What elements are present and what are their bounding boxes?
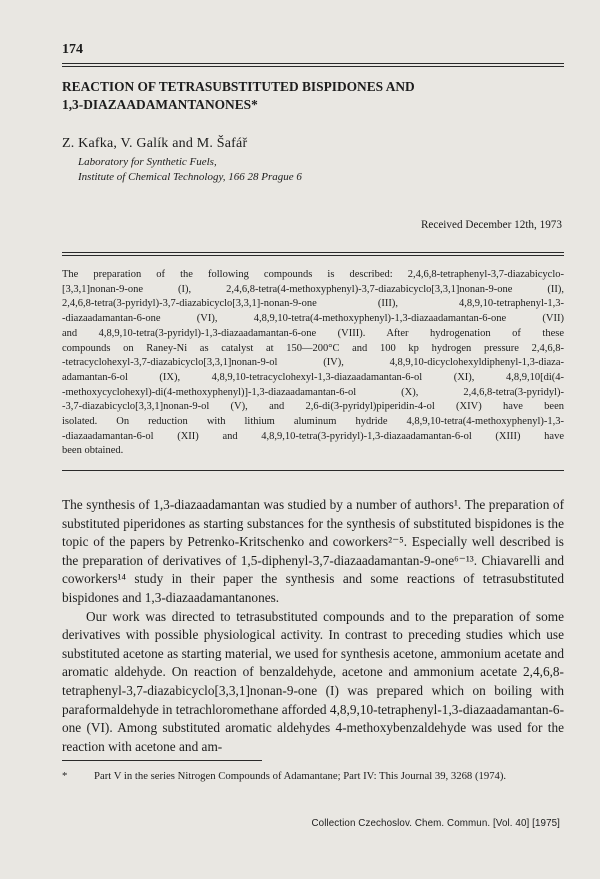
- header-rule-bottom: [62, 66, 564, 67]
- authors: Z. Kafka, V. Galík and M. Šafář: [62, 136, 248, 151]
- affiliation-line-1: Laboratory for Synthetic Fuels,: [78, 156, 217, 168]
- abstract-line: compounds on Raney-Ni as catalyst at 150—200°C and 100 kp hydrogen pressure 2,4,6,8-: [62, 342, 564, 354]
- abstract-rule-top-2: [62, 255, 564, 256]
- abstract-line: been obtained.: [62, 445, 124, 457]
- title-line-1: REACTION OF TETRASUBSTITUTED BISPIDONES AND: [62, 79, 415, 94]
- abstract-line: -tetracyclohexyl-3,7-diazabicyclo[3,3,1]nonan-9-ol (IV), 4,8,9,10-dicyclohexyldiphenyl-1,3-diaza-: [62, 357, 564, 369]
- page-number: 174: [62, 42, 83, 57]
- abstract-line: isolated. On reduction with lithium aluminum hydride 4,8,9,10-tetra(4-methoxyphenyl)-1,3-: [62, 416, 564, 428]
- abstract-line: [3,3,1]nonan-9-one (I), 2,4,6,8-tetra(4-methoxyphenyl)-3,7-diazabicyclo[3,3,1]nonan-9-one (II),: [62, 283, 564, 295]
- affiliation: [78, 155, 302, 185]
- title-line-2: 1,3-DIAZAADAMANTANONES*: [62, 97, 258, 112]
- abstract-line: -methoxycyclohexyl)-di(4-methoxyphenyl)]-1,3-diazaadamantan-6-ol (X), 2,4,6,8-tetra(3-pyridyl)-: [62, 386, 564, 398]
- received-date: Received December 12th, 1973: [420, 219, 562, 231]
- abstract-line: 2,4,6,8-tetra(3-pyridyl)-3,7-diazabicyclo[3,3,1]-nonan-9-one (III), 4,8,9,10-tetraphenyl-1,3-: [62, 298, 564, 310]
- abstract-line: -diazaadamantan-6-ol (XII) and 4,8,9,10-tetra(3-pyridyl)-1,3-diazaadamantan-6-ol (XIII) have: [62, 430, 564, 442]
- abstract-line: and 4,8,9,10-tetra(3-pyridyl)-1,3-diazaadamantan-6-one (VIII). After hydrogenation of these: [62, 327, 564, 339]
- paragraph-1: The synthesis of 1,3-diazaadamantan was studied by a number of authors¹. The preparation of substituted piperidones as starting substances for the synthesis of substituted bispidones is the topic of the papers by Petrenko-Kritschenko and coworkers²⁻⁵. Especially well described is the preparation of derivatives of 1,5-diphenyl-3,7-diazaadamantan-9-one⁶⁻¹³. Chiavarelli and coworkers¹⁴ study in their paper the synthesis and some reactions of tetrasubstituted bispidones and 1,3-diazaadamantanones.: [62, 497, 564, 605]
- affiliation-line-2: Institute of Chemical Technology, 166 28 Prague 6: [78, 171, 302, 183]
- footnote-rule: [62, 760, 262, 761]
- abstract-line: The preparation of the following compounds is described: 2,4,6,8-tetraphenyl-3,7-diazabicyclo-: [62, 269, 564, 280]
- abstract-line: -3,7-diazabicyclo[3,3,1]nonan-9-ol (V), and 2,6-di(3-pyridyl)piperidin-4-ol (XIV) have been: [62, 401, 564, 413]
- paragraph-2: Our work was directed to tetrasubstituted compounds and to the preparation of some derivatives with possible physiological activity. In contrast to preceding studies which use substituted acetone as starting material, we used for synthesis acetone, ammonium acetate and aromatic aldehyde. On reaction of benzaldehyde, acetone and ammonium acetate 2,4,6,8-tetraphenyl-3,7-diazabicyclo[3,3,1]nonan-9-one (I) was prepared which on boiling with paraformaldehyde in tetrachloromethane afforded 4,8,9,10-tetraphenyl-1,3-diazaadamantan-6-one (VI). Among substituted aromatic aldehydes 4-methoxybenzaldehyde was used for the reaction with acetone and am-: [62, 608, 564, 754]
- abstract-line: adamantan-6-ol (IX), 4,8,9,10-tetracyclohexyl-1,3-diazaadamantan-6-ol (XI), 4,8,9,10[di(4-: [62, 371, 564, 383]
- abstract-rule-bottom: [62, 470, 564, 471]
- footnote-marker: *: [62, 770, 68, 782]
- abstract-rule-top: [62, 252, 564, 253]
- abstract: [62, 268, 564, 459]
- article-title: [62, 78, 562, 114]
- footnote-text: Part V in the series Nitrogen Compounds of Adamantane; Part IV: This Journal 39, 3268 (1974).: [94, 770, 507, 782]
- body-text: [62, 496, 564, 756]
- journal-footer: Collection Czechoslov. Chem. Commun. [Vol. 40] [1975]: [311, 818, 560, 829]
- footnote: [62, 769, 564, 784]
- abstract-line: -diazaadamantan-6-one (VI), 4,8,9,10-tetra(4-methoxyphenyl)-1,3-diazaadamantan-6-one (VII): [62, 313, 564, 325]
- header-rule-top: [62, 63, 564, 64]
